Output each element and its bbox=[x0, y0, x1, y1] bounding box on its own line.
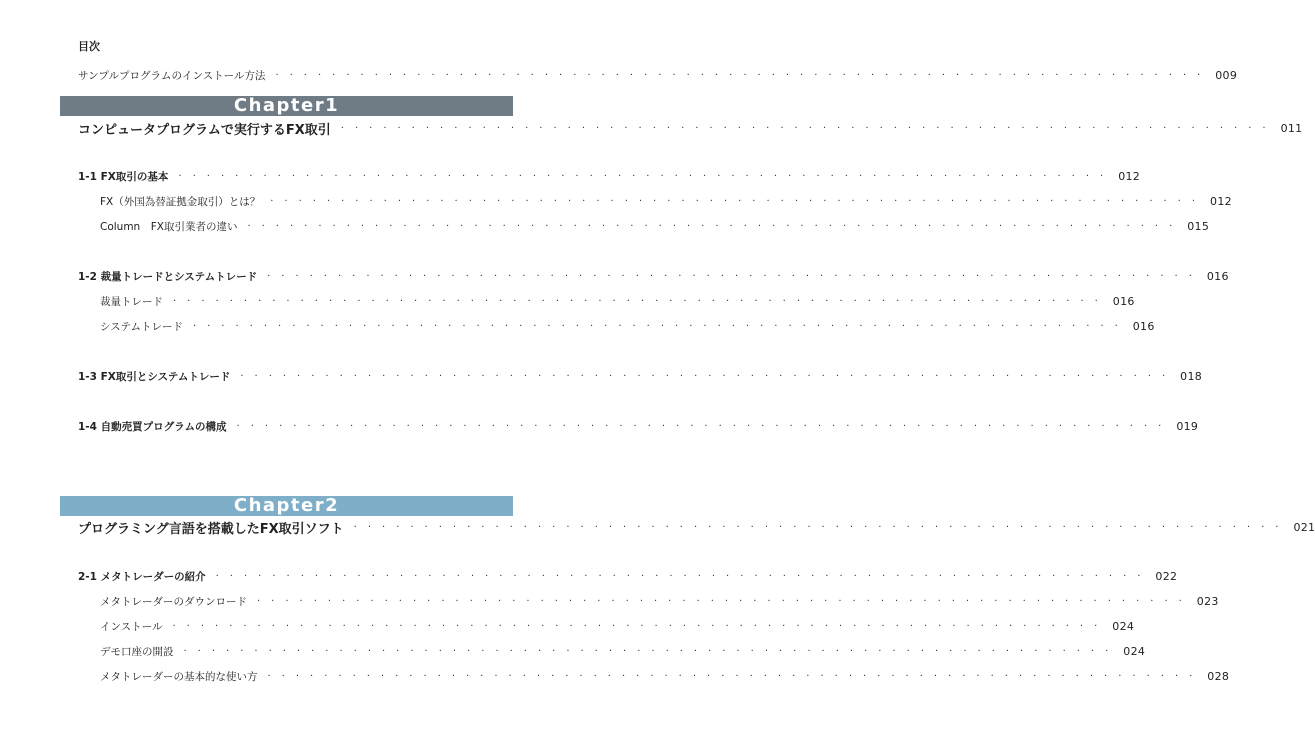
chapter-1-banner: Chapter1 bbox=[60, 96, 513, 116]
toc-section-1-3[interactable] bbox=[78, 366, 1203, 386]
dot-leader: ·································································· bbox=[267, 270, 1203, 282]
toc-entry-page: 016 bbox=[1112, 294, 1135, 308]
toc-entry-label: Column FX取引業者の違い bbox=[100, 220, 238, 233]
toc-item[interactable] bbox=[100, 291, 1135, 311]
dot-leader: ·································································· bbox=[215, 570, 1152, 582]
toc-section-2-1[interactable] bbox=[78, 566, 1178, 586]
toc-entry-page: 012 bbox=[1210, 194, 1232, 208]
page-title: 目次 bbox=[78, 40, 100, 53]
toc-entry-page: 015 bbox=[1187, 219, 1210, 233]
dot-leader: ·································································· bbox=[173, 295, 1109, 307]
toc-entry-page: 016 bbox=[1132, 319, 1155, 333]
toc-entry-label: 1-1 FX取引の基本 bbox=[78, 170, 169, 183]
dot-leader: ·································································· bbox=[247, 220, 1184, 232]
toc-item[interactable] bbox=[100, 591, 1219, 611]
toc-entry-page: 012 bbox=[1118, 169, 1141, 183]
toc-chapter-1-title[interactable] bbox=[78, 118, 1303, 138]
toc-entry-label: コンピュータプログラムで実行するFX取引 bbox=[78, 122, 331, 138]
dot-leader: ·································································· bbox=[275, 69, 1212, 81]
dot-leader: ·································································· bbox=[236, 420, 1173, 432]
toc-entry-page: 011 bbox=[1280, 121, 1303, 135]
toc-entry-label: インストール bbox=[100, 620, 163, 633]
toc-item[interactable] bbox=[100, 641, 1146, 661]
toc-entry-page: 018 bbox=[1180, 369, 1203, 383]
dot-leader: ·································································· bbox=[267, 670, 1204, 682]
toc-entry-page: 019 bbox=[1176, 419, 1199, 433]
dot-leader: ·································································· bbox=[353, 521, 1290, 533]
toc-entry-label: メタトレーダーの基本的な使い方 bbox=[100, 670, 258, 683]
toc-item[interactable] bbox=[100, 616, 1135, 636]
toc-entry-page: 016 bbox=[1206, 269, 1229, 283]
toc-item[interactable] bbox=[100, 191, 1232, 211]
toc-entry-label: サンプルプログラムのインストール方法 bbox=[78, 69, 266, 82]
toc-entry-page: 021 bbox=[1293, 520, 1315, 534]
toc-entry-page: 023 bbox=[1196, 594, 1219, 608]
dot-leader: ·································································· bbox=[340, 122, 1277, 134]
toc-item[interactable] bbox=[100, 216, 1210, 236]
toc-section-1-1[interactable] bbox=[78, 166, 1141, 186]
toc-entry-label: システムトレード bbox=[100, 320, 183, 333]
toc-entry-page: 022 bbox=[1155, 569, 1178, 583]
toc-entry-page: 024 bbox=[1123, 644, 1146, 658]
dot-leader: ·································································· bbox=[192, 320, 1129, 332]
chapter-2-banner: Chapter2 bbox=[60, 496, 513, 516]
toc-entry-label: デモ口座の開設 bbox=[100, 645, 174, 658]
dot-leader: ·································································· bbox=[240, 370, 1177, 382]
toc-entry-label: 1-3 FX取引とシステムトレード bbox=[78, 370, 231, 383]
toc-entry-label: FX（外国為替証拠金取引）とは？ bbox=[100, 195, 261, 208]
toc-entry-label: 裁量トレード bbox=[100, 295, 163, 308]
dot-leader: ·································································· bbox=[178, 170, 1115, 182]
toc-chapter-2-title[interactable] bbox=[78, 517, 1315, 537]
dot-leader: ·································································· bbox=[270, 195, 1207, 207]
toc-item[interactable] bbox=[100, 316, 1155, 336]
toc-entry-label: 1-2 裁量トレードとシステムトレード bbox=[78, 270, 258, 283]
toc-section-1-4[interactable] bbox=[78, 416, 1199, 436]
dot-leader: ·································································· bbox=[257, 595, 1193, 607]
toc-entry-intro[interactable] bbox=[78, 65, 1238, 85]
toc-entry-label: 2-1 メタトレーダーの紹介 bbox=[78, 570, 206, 583]
dot-leader: ·································································· bbox=[183, 645, 1120, 657]
toc-section-1-2[interactable] bbox=[78, 266, 1229, 286]
toc-entry-label: プログラミング言語を搭載したFX取引ソフト bbox=[78, 521, 344, 537]
toc-entry-page: 024 bbox=[1112, 619, 1135, 633]
toc-entry-page: 009 bbox=[1215, 68, 1238, 82]
toc-entry-page: 028 bbox=[1207, 669, 1230, 683]
dot-leader: ·································································· bbox=[172, 620, 1109, 632]
toc-entry-label: メタトレーダーのダウンロード bbox=[100, 595, 247, 608]
toc-item[interactable] bbox=[100, 666, 1230, 686]
toc-entry-label: 1-4 自動売買プログラムの構成 bbox=[78, 420, 227, 433]
